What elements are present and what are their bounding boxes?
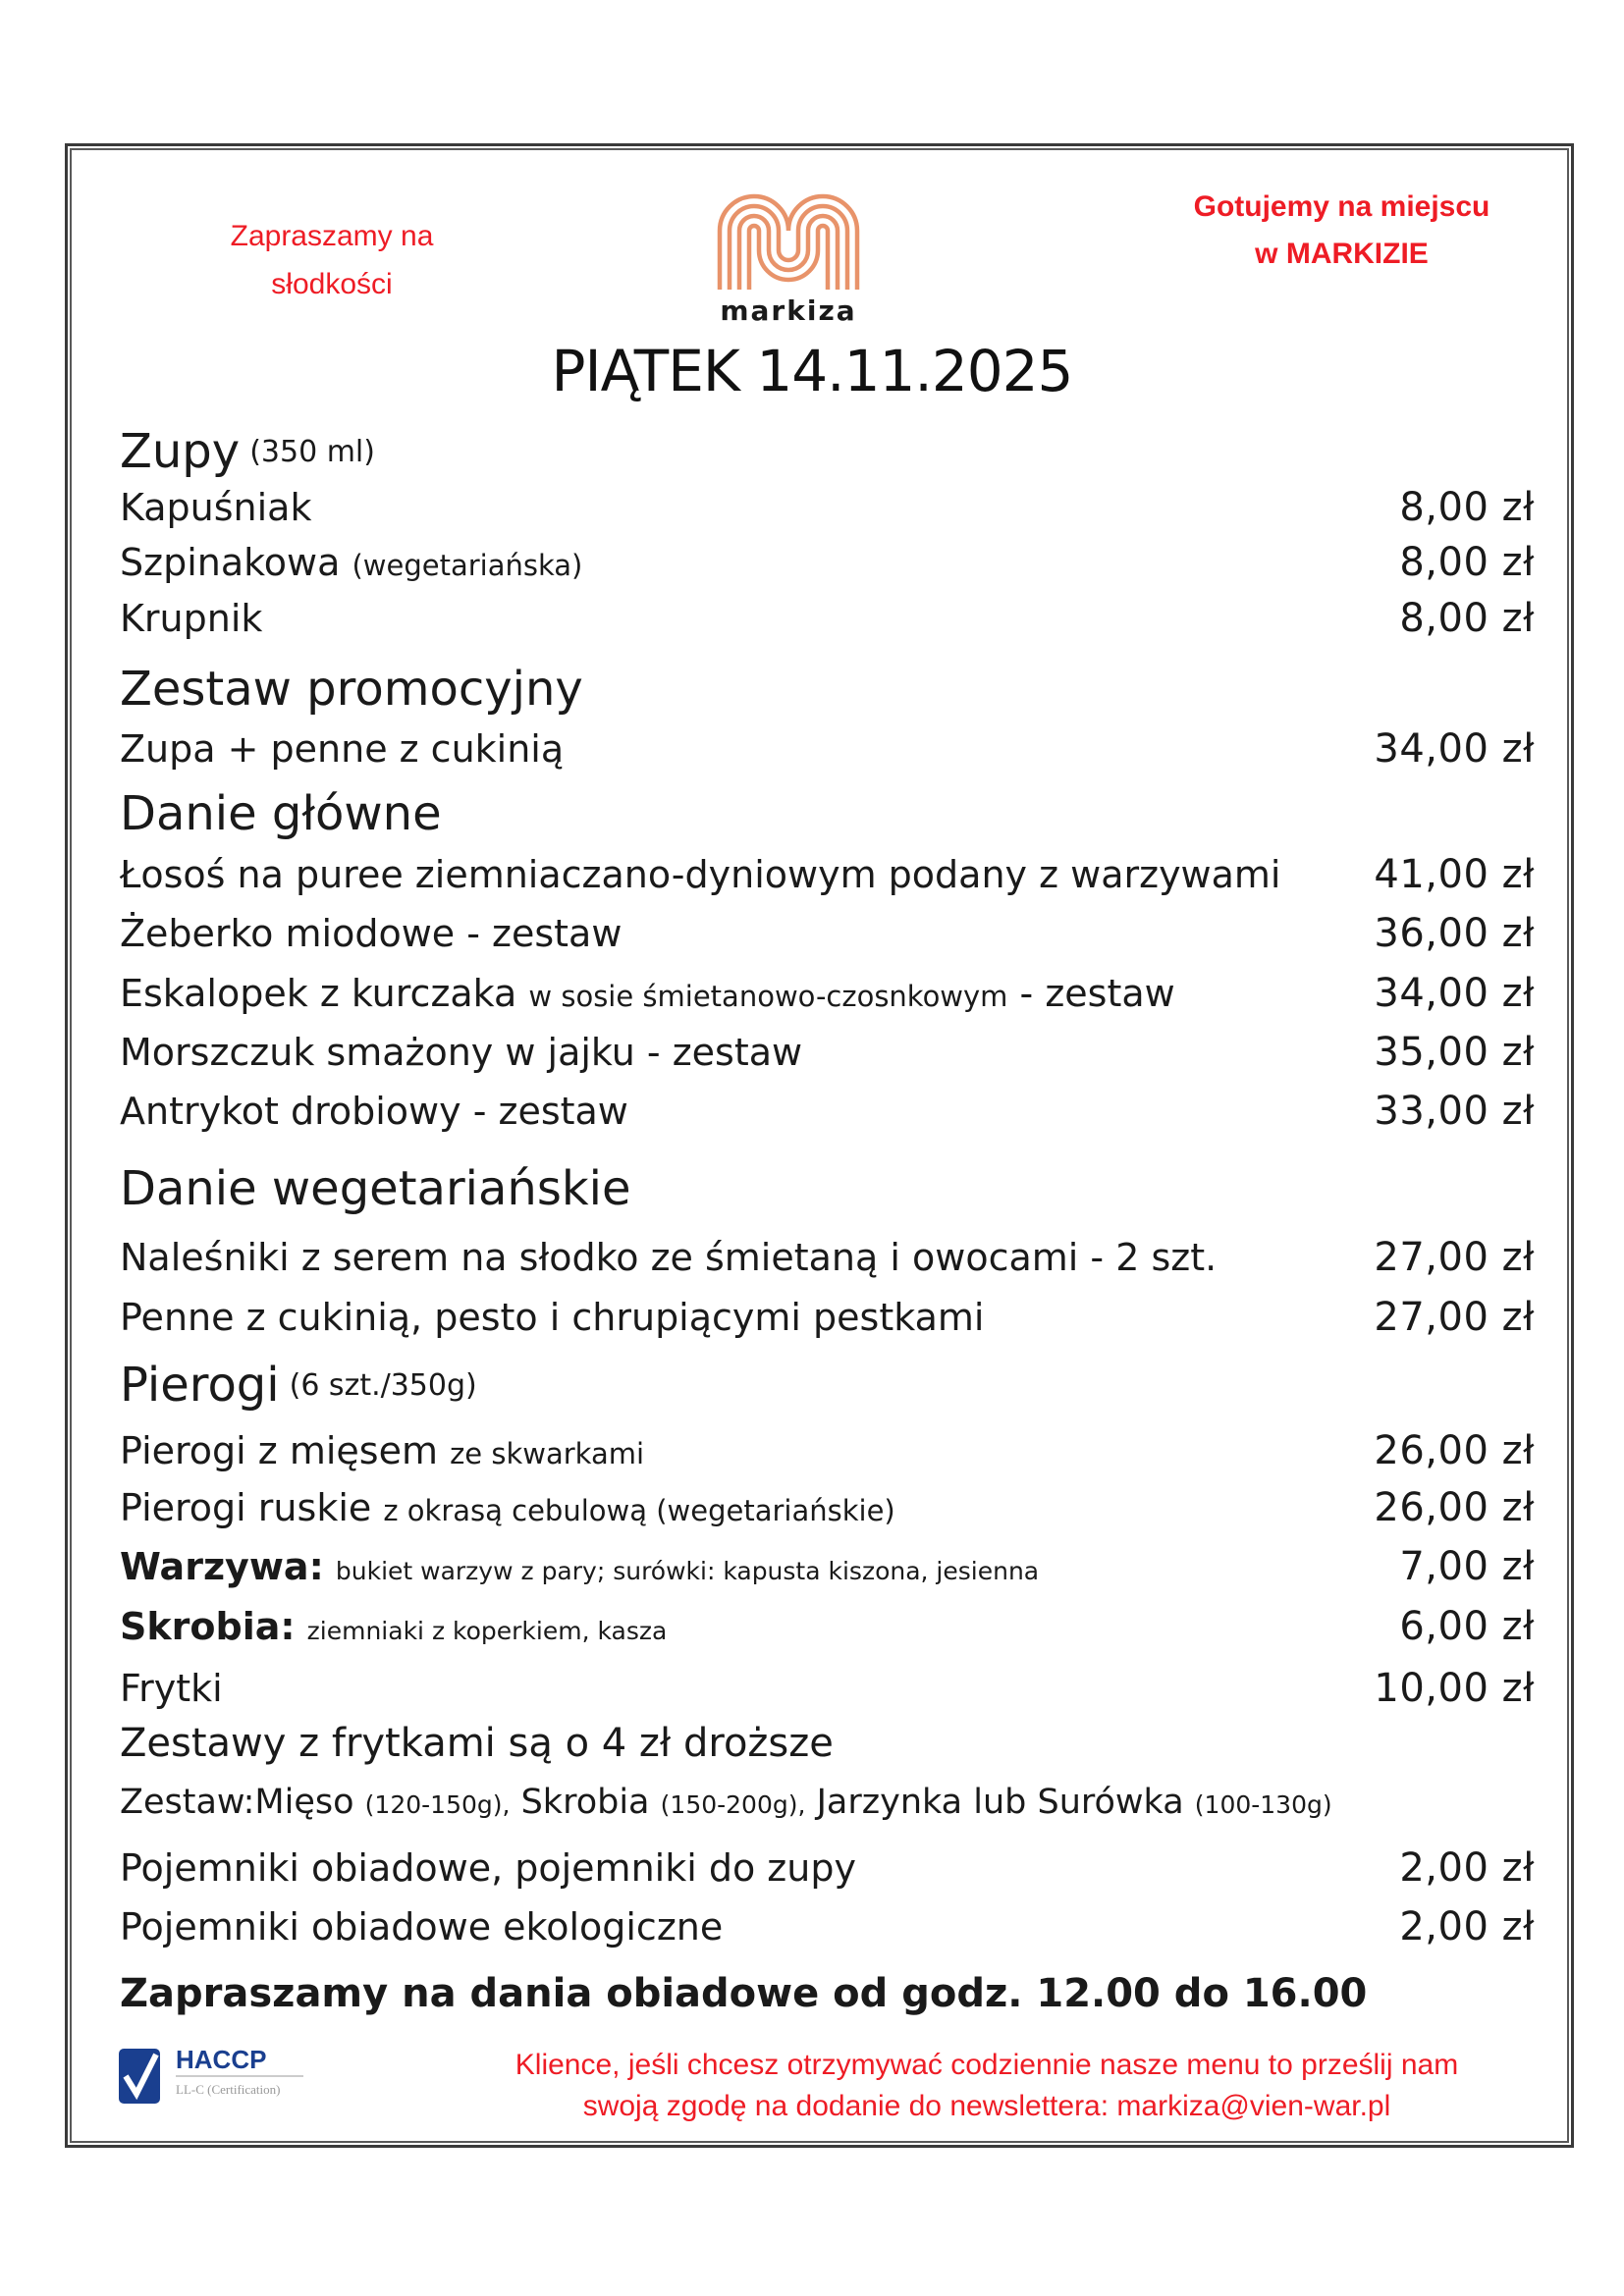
set-meat: Zestaw:Mięso bbox=[120, 1783, 354, 1822]
item-name: Pojemniki obiadowe ekologiczne bbox=[120, 1905, 724, 1949]
menu-item bbox=[120, 724, 1535, 774]
item-name bbox=[120, 1429, 644, 1472]
item-price: 2,00 zł bbox=[1399, 1904, 1535, 1949]
opening-hours: Zapraszamy na dania obiadowe od godz. 12.00 do 16.00 bbox=[120, 1971, 1368, 2016]
section-heading-soups bbox=[120, 422, 375, 481]
item-detail: z okrasą cebulową (wegetariańskie) bbox=[383, 1494, 895, 1527]
item-name bbox=[120, 972, 1175, 1015]
item-price: 34,00 zł bbox=[1374, 726, 1535, 772]
item-name: Zupa + penne z cukinią bbox=[120, 727, 565, 771]
menu-item bbox=[120, 850, 1535, 899]
menu-item bbox=[120, 1542, 1535, 1591]
item-detail: ziemniaki z koperkiem, kasza bbox=[306, 1617, 668, 1645]
item-price: 26,00 zł bbox=[1374, 1428, 1535, 1473]
section-note: (6 szt./350g) bbox=[289, 1367, 477, 1403]
brand-name: markiza bbox=[720, 294, 857, 327]
item-suffix: - zestaw bbox=[1019, 972, 1175, 1015]
item-name bbox=[120, 1486, 895, 1529]
set-veg-weight: (100-130g) bbox=[1194, 1790, 1332, 1819]
menu-item bbox=[120, 1028, 1535, 1077]
item-name: Frytki bbox=[120, 1667, 223, 1710]
item-name-main: Szpinakowa bbox=[120, 541, 341, 584]
item-name: Żeberko miodowe - zestaw bbox=[120, 912, 623, 955]
item-name-main: Eskalopek z kurczaka bbox=[120, 972, 517, 1015]
cooking-note-line1: Gotujemy na miejscu bbox=[1193, 190, 1490, 223]
menu-item bbox=[120, 969, 1535, 1018]
item-name: Morszczuk smażony w jajku - zestaw bbox=[120, 1031, 803, 1074]
menu-item bbox=[120, 1664, 1535, 1713]
item-name-main: Pierogi z mięsem bbox=[120, 1429, 438, 1472]
set-info bbox=[120, 1778, 1535, 1827]
menu-item bbox=[120, 1426, 1535, 1475]
item-name: Penne z cukinią, pesto i chrupiącymi pestkami bbox=[120, 1296, 985, 1339]
menu-item bbox=[120, 1293, 1535, 1342]
item-price: 35,00 zł bbox=[1374, 1030, 1535, 1075]
set-starch-weight: (150-200g), bbox=[660, 1790, 806, 1819]
item-name: Pojemniki obiadowe, pojemniki do zupy bbox=[120, 1846, 856, 1890]
item-price: 6,00 zł bbox=[1399, 1604, 1535, 1649]
item-name: Łosoś na puree ziemniaczano-dyniowym podany z warzywami bbox=[120, 853, 1281, 896]
menu-item bbox=[120, 1843, 1535, 1893]
item-name-main: Pierogi ruskie bbox=[120, 1486, 372, 1529]
sweets-note bbox=[196, 212, 467, 308]
item-price: 10,00 zł bbox=[1374, 1666, 1535, 1711]
item-detail: bukiet warzyw z pary; surówki: kapusta kiszona, jesienna bbox=[335, 1557, 1040, 1585]
item-name bbox=[120, 1545, 1039, 1588]
item-price: 8,00 zł bbox=[1399, 540, 1535, 585]
item-price: 27,00 zł bbox=[1374, 1295, 1535, 1340]
page-title: PIĄTEK 14.11.2025 bbox=[551, 338, 1073, 404]
menu-item bbox=[120, 483, 1535, 532]
fries-note bbox=[120, 1719, 1535, 1768]
menu-item bbox=[120, 1087, 1535, 1136]
cooking-note bbox=[1159, 184, 1525, 278]
sweets-note-line1: Zapraszamy na bbox=[230, 220, 434, 252]
item-price: 7,00 zł bbox=[1399, 1544, 1535, 1589]
set-info-text bbox=[120, 1783, 1332, 1822]
cooking-note-line2: w MARKIZIE bbox=[1255, 238, 1429, 270]
menu-item bbox=[120, 538, 1535, 587]
fries-note-text: Zestawy z frytkami są o 4 zł droższe bbox=[120, 1721, 834, 1766]
newsletter-line2: swoją zgodę na dodanie do newslettera: markiza@vien-war.pl bbox=[582, 2090, 1391, 2122]
section-title: Zupy bbox=[120, 424, 241, 479]
item-name: Antrykot drobiowy - zestaw bbox=[120, 1090, 628, 1133]
item-name: Naleśniki z serem na słodko ze śmietaną i owocami - 2 szt. bbox=[120, 1236, 1218, 1279]
section-title: Pierogi bbox=[120, 1358, 280, 1413]
section-note: (350 ml) bbox=[249, 434, 375, 469]
item-name bbox=[120, 1605, 667, 1648]
item-price: 8,00 zł bbox=[1399, 596, 1535, 641]
item-price: 27,00 zł bbox=[1374, 1235, 1535, 1280]
item-label: Warzywa: bbox=[120, 1545, 324, 1588]
item-price: 2,00 zł bbox=[1399, 1845, 1535, 1891]
menu-item bbox=[120, 1233, 1535, 1282]
menu-item bbox=[120, 1483, 1535, 1532]
svg-text:LL-C (Certification): LL-C (Certification) bbox=[176, 2082, 281, 2097]
section-heading-vegetarian bbox=[120, 1159, 631, 1218]
item-name bbox=[120, 541, 582, 584]
newsletter-line1: Klience, jeśli chcesz otrzymywać codziennie nasze menu to prześlij nam bbox=[514, 2049, 1459, 2081]
item-name: Krupnik bbox=[120, 597, 263, 640]
section-heading-promo bbox=[120, 660, 583, 719]
section-title: Danie główne bbox=[120, 786, 442, 841]
set-starch: Skrobia bbox=[520, 1783, 650, 1822]
item-detail: ze skwarkami bbox=[450, 1437, 645, 1470]
set-meat-weight: (120-150g), bbox=[364, 1790, 511, 1819]
item-price: 41,00 zł bbox=[1374, 852, 1535, 897]
menu-item bbox=[120, 909, 1535, 958]
section-heading-mains bbox=[120, 784, 442, 843]
item-detail: w sosie śmietanowo-czosnkowym bbox=[528, 980, 1008, 1013]
item-price: 26,00 zł bbox=[1374, 1485, 1535, 1530]
item-name: Kapuśniak bbox=[120, 486, 312, 529]
section-title: Zestaw promocyjny bbox=[120, 662, 583, 717]
item-detail: (wegetariańska) bbox=[352, 549, 583, 582]
set-veg: Jarzynka lub Surówka bbox=[816, 1783, 1184, 1822]
menu-item bbox=[120, 1602, 1535, 1651]
sweets-note-line2: słodkości bbox=[271, 268, 393, 300]
section-title: Danie wegetariańskie bbox=[120, 1161, 631, 1216]
item-price: 34,00 zł bbox=[1374, 971, 1535, 1016]
newsletter-note bbox=[432, 2045, 1542, 2127]
menu-item bbox=[120, 594, 1535, 643]
haccp-certification-icon bbox=[117, 2035, 313, 2106]
item-price: 36,00 zł bbox=[1374, 911, 1535, 956]
menu-item bbox=[120, 1902, 1535, 1951]
item-price: 33,00 zł bbox=[1374, 1089, 1535, 1134]
svg-text:HACCP: HACCP bbox=[176, 2045, 267, 2074]
section-heading-pierogi bbox=[120, 1356, 477, 1415]
markiza-logo-icon bbox=[715, 191, 862, 290]
item-label: Skrobia: bbox=[120, 1605, 296, 1648]
item-price: 8,00 zł bbox=[1399, 485, 1535, 530]
